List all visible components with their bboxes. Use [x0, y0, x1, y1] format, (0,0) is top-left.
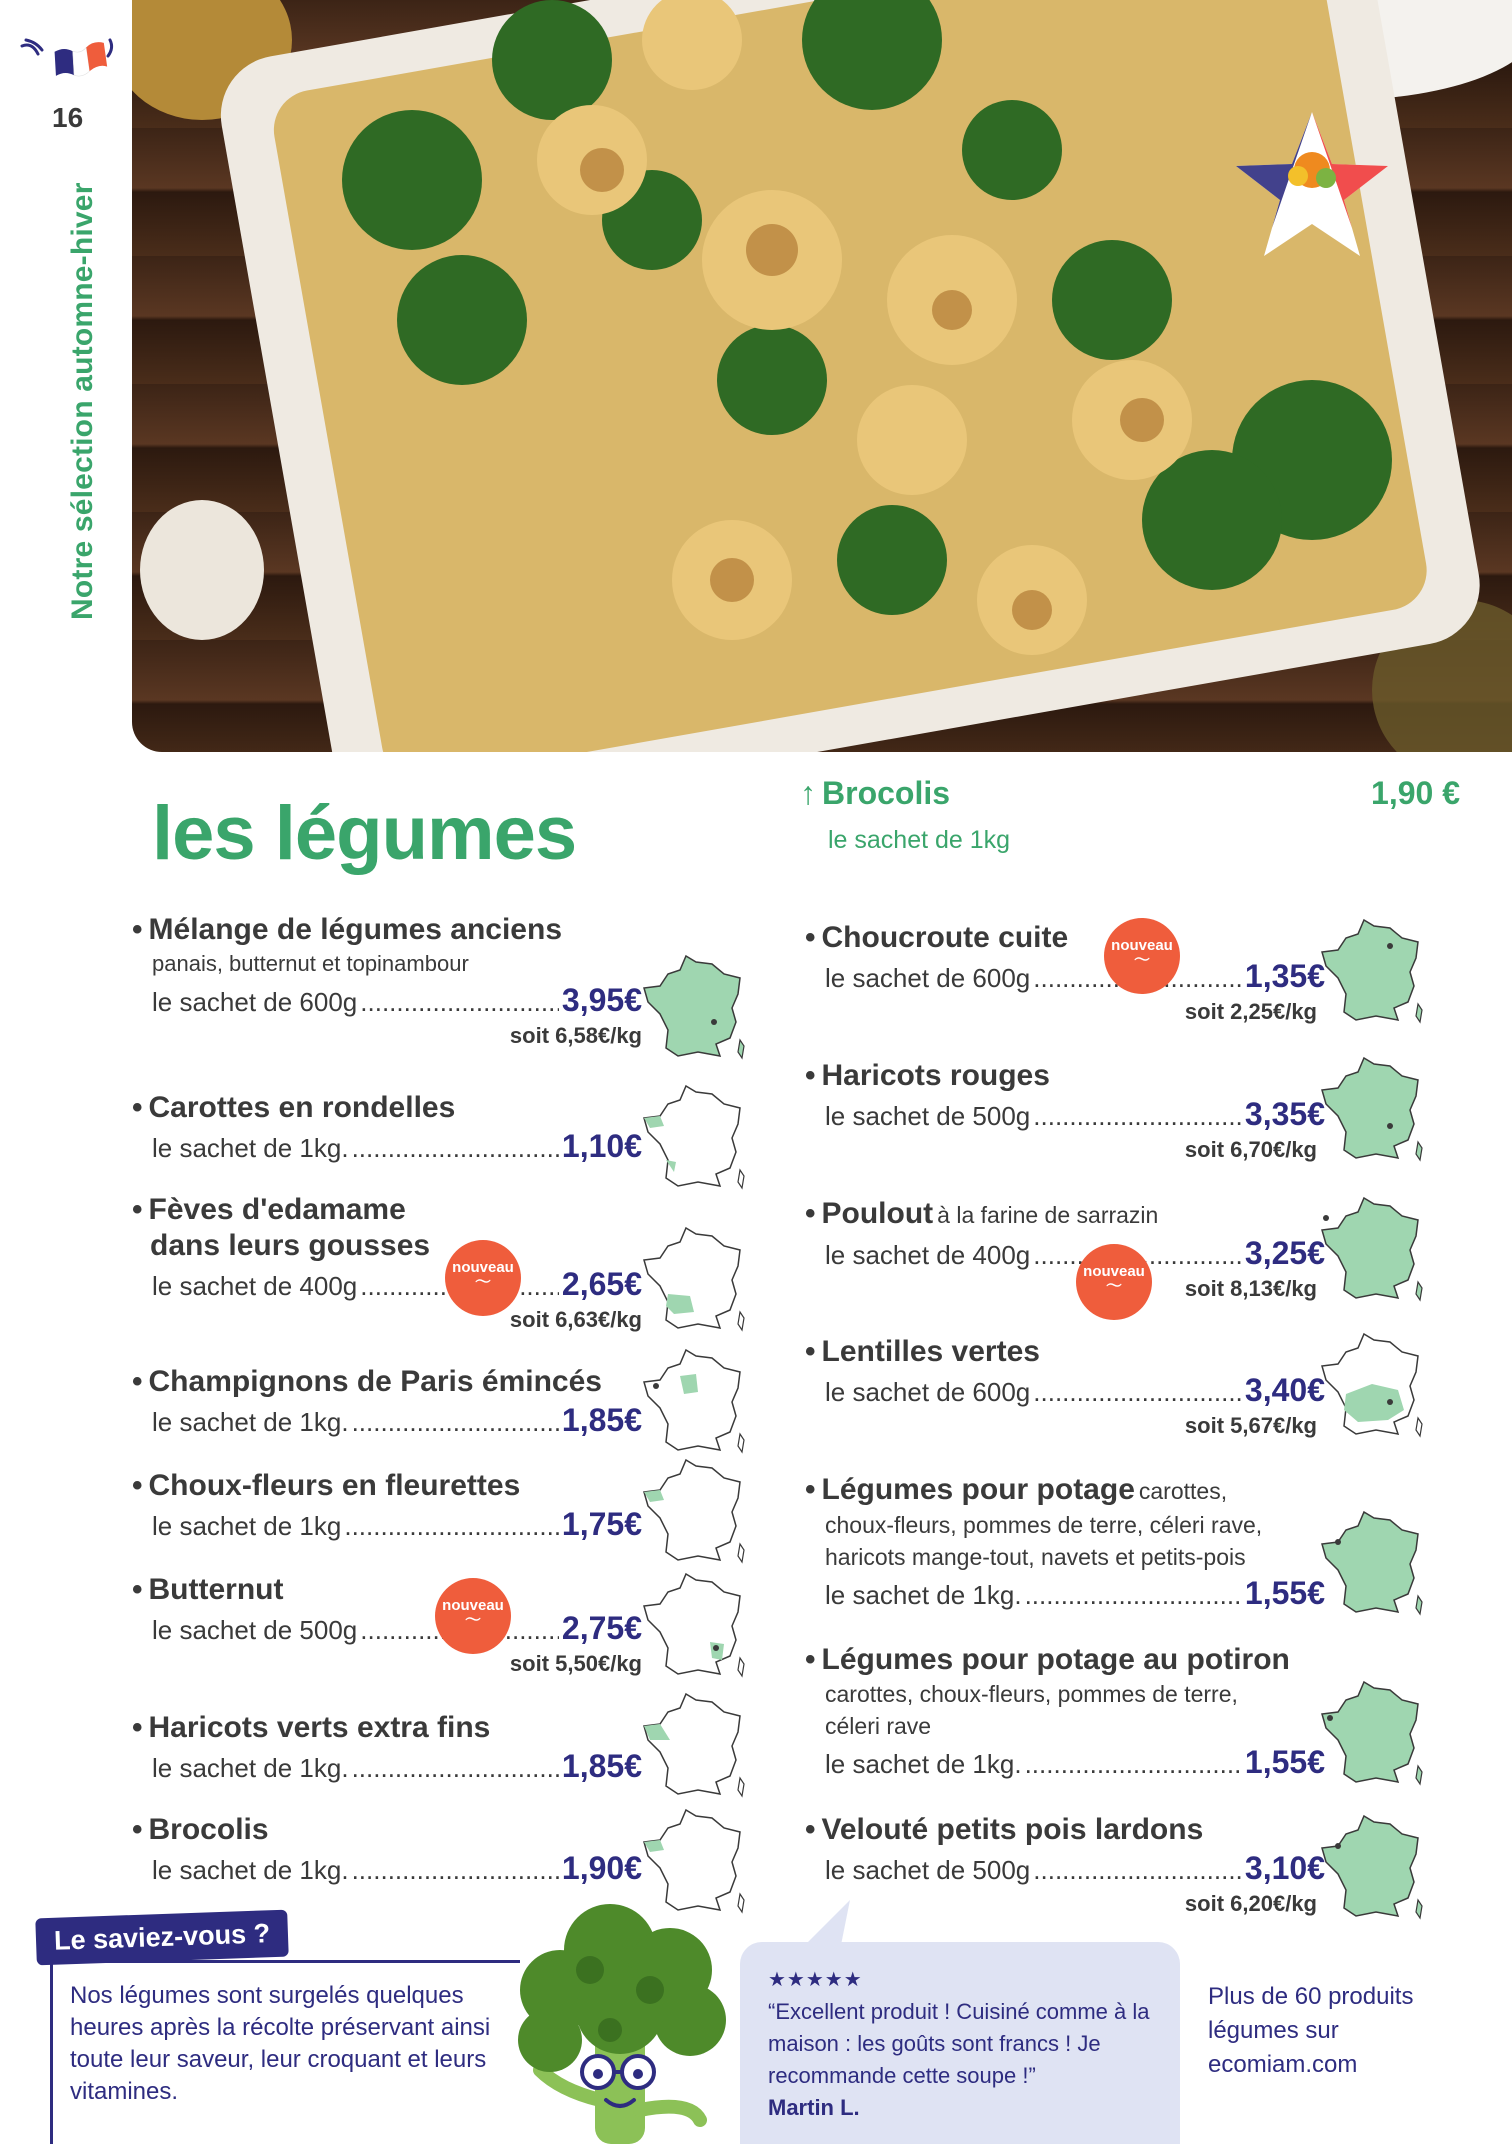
product-item: • Lentilles vertes le sachet de 600g ..... 3,40€ soit 5,67€/kg	[805, 1334, 1415, 1440]
product-name: Choucroute cuite	[821, 921, 1069, 954]
product-price: 3,25€	[1244, 1235, 1325, 1271]
product-price: 1,85€	[561, 1748, 642, 1784]
price-per-kg: soit 6,70€/kg	[1184, 1137, 1317, 1162]
product-price: 1,85€	[561, 1402, 642, 1438]
product-name: Champignons de Paris émincés	[148, 1365, 602, 1398]
product-name: Poulout	[821, 1197, 934, 1230]
product-price: 1,75€	[561, 1506, 642, 1542]
did-you-know-title: Le saviez-vous ?	[35, 1910, 289, 1966]
price-per-kg: soit 6,20€/kg	[1184, 1891, 1317, 1916]
france-map-icon	[640, 1570, 750, 1680]
price-per-kg: soit 6,58€/kg	[509, 1023, 642, 1048]
review-text: “Excellent produit ! Cuisiné comme à la maison : les goûts sont francs ! Je recommande cette soupe !”	[768, 1999, 1150, 2088]
france-map-icon	[1318, 1330, 1428, 1440]
product-price: 1,55€	[1244, 1575, 1325, 1611]
product-format: le sachet de 1kg.	[152, 1133, 349, 1163]
product-price: 2,65€	[561, 1266, 642, 1302]
france-map-icon	[640, 952, 750, 1062]
product-name-line2: dans leurs gousses	[150, 1229, 431, 1262]
product-format: le sachet de 1kg.	[152, 1753, 349, 1783]
customer-review	[740, 1942, 1180, 2144]
product-name: Mélange de légumes anciens	[148, 913, 562, 946]
product-format: le sachet de 600g	[825, 963, 1031, 993]
product-name: Carottes en rondelles	[148, 1091, 456, 1124]
product-detail-2: céleri rave	[825, 1713, 932, 1739]
product-format: le sachet de 500g	[825, 1101, 1031, 1131]
product-format: le sachet de 1kg.	[152, 1407, 349, 1437]
product-format: le sachet de 1kg.	[825, 1580, 1022, 1610]
product-item: • Poulout à la farine de sarrazin le sachet de 400g ..... 3,25€ soit 8,13€/kg	[805, 1196, 1415, 1303]
product-item: • Velouté petits pois lardons le sachet de 500g ..... 3,10€ soit 6,20€/kg	[805, 1812, 1415, 1918]
product-detail: panais, butternut et topinambour	[152, 951, 469, 976]
product-item: • Haricots rouges le sachet de 500g ..... 3,35€ soit 6,70€/kg	[805, 1058, 1415, 1164]
france-map-icon	[640, 1082, 750, 1192]
arrow-up-icon: ↑	[800, 775, 816, 811]
product-qualifier: carottes,	[1138, 1478, 1228, 1504]
french-flag-icon	[18, 36, 118, 86]
france-map-icon	[640, 1456, 750, 1566]
product-price: 2,75€	[561, 1610, 642, 1646]
featured-name: Brocolis	[822, 775, 951, 811]
product-price: 3,10€	[1244, 1850, 1325, 1886]
product-name: Butternut	[148, 1573, 284, 1606]
france-map-icon	[640, 1690, 750, 1800]
product-format: le sachet de 1kg	[152, 1511, 342, 1541]
france-map-icon	[1318, 1194, 1428, 1304]
product-name: Haricots verts extra fins	[148, 1711, 491, 1744]
product-price: 1,35€	[1244, 958, 1325, 994]
featured-product	[800, 775, 1460, 855]
product-item: • Choux-fleurs en fleurettes le sachet de 1kg ..... 1,75€	[132, 1468, 742, 1546]
product-format: le sachet de 400g	[825, 1240, 1031, 1270]
page-number: 16	[52, 102, 84, 133]
product-detail: carottes, choux-fleurs, pommes de terre,	[825, 1681, 1238, 1707]
product-item: • Carottes en rondelles le sachet de 1kg. ..... 1,10€	[132, 1090, 742, 1168]
product-price: 1,90€	[561, 1850, 642, 1886]
more-products-text: Plus de 60 produits légumes sur ecomiam.com	[1208, 1983, 1414, 2078]
france-map-icon	[1318, 1812, 1428, 1922]
product-name: Choux-fleurs en fleurettes	[148, 1469, 521, 1502]
product-price: 3,95€	[561, 982, 642, 1018]
product-price: 1,55€	[1244, 1744, 1325, 1780]
france-map-icon	[640, 1224, 750, 1334]
star-rating-icon: ★★★★★	[768, 1969, 863, 1991]
france-map-icon	[1318, 1054, 1428, 1164]
price-per-kg: soit 5,67€/kg	[1184, 1413, 1317, 1438]
featured-format: le sachet de 1kg	[828, 826, 1011, 854]
product-item: • Mélange de légumes anciens panais, butternut et topinambour le sachet de 600g ..... 3,95€ soit 6,58€/kg	[132, 912, 742, 1050]
product-detail: choux-fleurs, pommes de terre, céleri rave,	[825, 1512, 1263, 1538]
product-item: • Champignons de Paris émincés le sachet de 1kg. ..... 1,85€	[132, 1364, 742, 1442]
did-you-know-text: Nos légumes sont surgelés quelques heures après la récolte préservant ainsi toute leur saveur, leur croquant et leurs vitamines.	[70, 1982, 491, 2105]
product-format: le sachet de 1kg.	[825, 1749, 1022, 1779]
product-price: 3,35€	[1244, 1096, 1325, 1132]
product-item: • Butternut le sachet de 500g ..... 2,75€ soit 5,50€/kg	[132, 1572, 742, 1678]
product-item: • Haricots verts extra fins le sachet de 1kg. ..... 1,85€	[132, 1710, 742, 1788]
nouveau-badge: nouveau 〜	[1076, 1244, 1152, 1320]
product-format: le sachet de 600g	[152, 987, 358, 1017]
price-per-kg: soit 5,50€/kg	[509, 1651, 642, 1676]
product-format: le sachet de 600g	[825, 1377, 1031, 1407]
price-per-kg: soit 6,63€/kg	[509, 1307, 642, 1332]
product-price: 1,10€	[561, 1128, 642, 1164]
product-item: • Légumes pour potage carottes, choux-fleurs, pommes de terre, céleri rave, haricots mange-tout, navets et petits-pois le sachet de 1kg. ..... 1,55€	[805, 1472, 1415, 1615]
product-format: le sachet de 1kg.	[152, 1855, 349, 1885]
product-name: Lentilles vertes	[821, 1335, 1040, 1368]
product-name: Haricots rouges	[821, 1059, 1050, 1092]
france-map-icon	[1318, 1508, 1428, 1618]
nouveau-badge: nouveau 〜	[435, 1578, 511, 1654]
featured-price: 1,90 €	[1371, 775, 1460, 811]
hero-photo	[132, 0, 1512, 752]
section-vertical-label: Notre sélection automne-hiver	[66, 182, 99, 620]
product-item: • Fèves d'edamame dans leurs gousses le sachet de 400g ..... 2,65€ soit 6,63€/kg	[132, 1192, 742, 1334]
product-format: le sachet de 500g	[825, 1855, 1031, 1885]
france-map-icon	[1318, 1678, 1428, 1788]
product-item: • Légumes pour potage au potiron carottes, choux-fleurs, pommes de terre, céleri rave le sachet de 1kg. ..... 1,55€	[805, 1642, 1415, 1784]
product-name: Brocolis	[148, 1813, 269, 1846]
review-author: Martin L.	[768, 2095, 860, 2120]
product-name: Velouté petits pois lardons	[821, 1813, 1204, 1846]
product-qualifier: à la farine de sarrazin	[937, 1202, 1159, 1228]
product-name: Légumes pour potage au potiron	[821, 1643, 1290, 1676]
france-map-icon	[1318, 916, 1428, 1026]
product-detail-2: haricots mange-tout, navets et petits-pois	[825, 1544, 1246, 1570]
france-map-icon	[640, 1346, 750, 1456]
page-title: les légumes	[152, 791, 577, 876]
product-format: le sachet de 400g	[152, 1271, 358, 1301]
price-per-kg: soit 8,13€/kg	[1184, 1276, 1317, 1301]
price-per-kg: soit 2,25€/kg	[1184, 999, 1317, 1024]
product-name: Légumes pour potage	[821, 1473, 1135, 1506]
fruits-legumes-de-france-logo	[1232, 108, 1392, 268]
product-item: • Choucroute cuite le sachet de 600g ..... 1,35€ soit 2,25€/kg	[805, 920, 1415, 1026]
product-item: • Brocolis le sachet de 1kg. ..... 1,90€	[132, 1812, 742, 1890]
product-name: Fèves d'edamame	[148, 1193, 406, 1226]
broccoli-mascot-icon	[500, 1900, 740, 2144]
nouveau-badge: nouveau 〜	[445, 1240, 521, 1316]
product-format: le sachet de 500g	[152, 1615, 358, 1645]
product-price: 3,40€	[1244, 1372, 1325, 1408]
nouveau-badge: nouveau 〜	[1104, 918, 1180, 994]
